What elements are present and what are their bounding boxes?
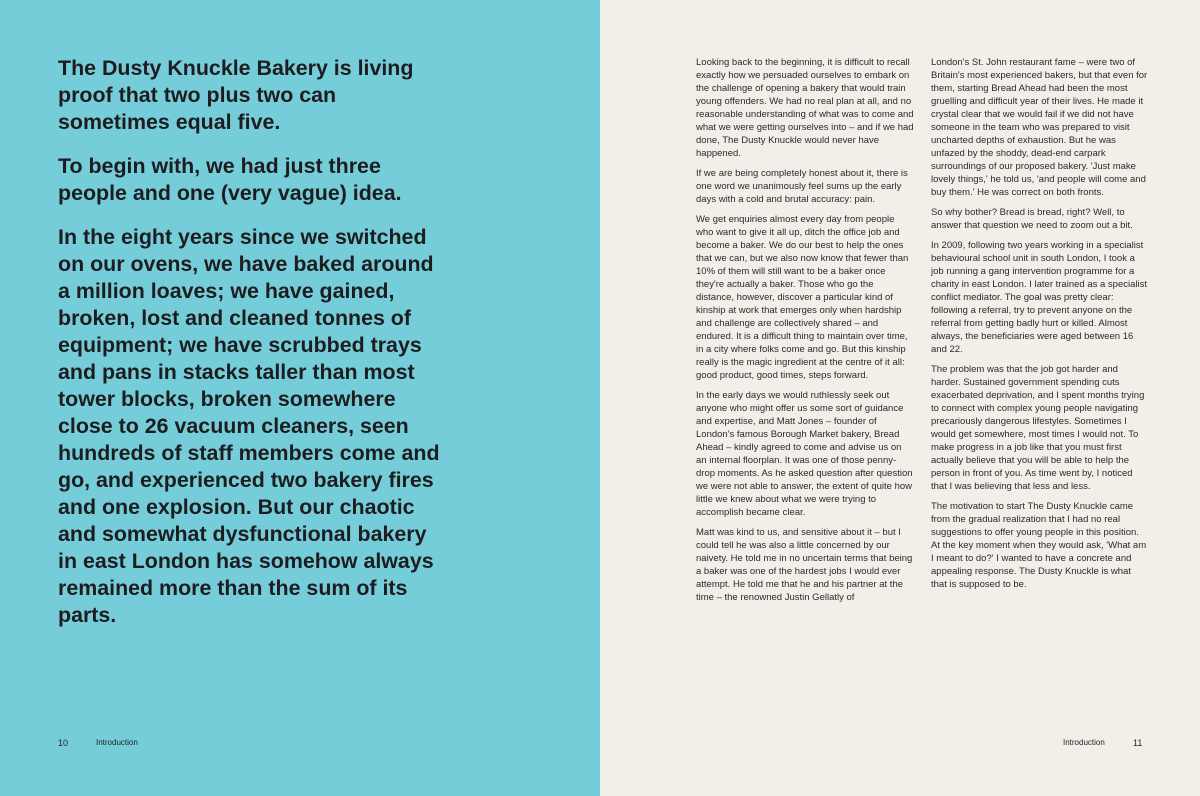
- body-paragraph: If we are being completely honest about it, there is one word we unanimously feel sums up the early days with a cold and brutal accuracy: pain.: [696, 168, 908, 205]
- body-paragraph: The problem was that the job got harder and harder. Sustained government spending cuts exacerbated deprivation, and I spent months trying to connect with complex young people navigating precariously dangerous lifestyles. Sometimes I would get somewhere, most times I would not. To make progress in a job like that you must first actually believe that you will be able to help the person in front of you. As time went by, I noticed that I was believing that less and less.: [931, 364, 1145, 492]
- body-paragraph: London's St. John restaurant fame – were two of Britain's most experienced bakers, but that even for them, starting Bread Ahead had been the most gruelling and difficult year of their lives. He made it crystal clear that we would fail if we did not have someone in the team who was prepared to visit uncharted depths of exhaustion. But he was unfazed by the shoddy, dead-end carpark surroundings of our proposed bakery. 'Just make lovely things,' he told us, 'and people will come and buy them.' He was correct on both fronts.: [931, 57, 1148, 198]
- running-header-right: Introduction: [1063, 738, 1105, 747]
- text-column-2: [931, 56, 1149, 598]
- body-paragraph: The motivation to start The Dusty Knuckle came from the gradual realization that I had no real suggestions to offer young people in this position. At the key moment when they would ask, 'What am I meant to do?' I wanted to have a concrete and appealing response. The Dusty Knuckle is what that is supposed to be.: [931, 501, 1147, 590]
- running-header-left: Introduction: [96, 738, 138, 747]
- page-number-right: 11: [1133, 738, 1143, 748]
- lead-paragraph-2: To begin with, we had just three people and one (very vague) idea.: [58, 154, 402, 205]
- body-paragraph: In the early days we would ruthlessly seek out anyone who might offer us some sort of guidance and expertise, and Matt Jones – founder of London's famous Borough Market bakery, Bread Ahead – kindly agreed to come and advise us on an internal floorplan. It was one of those penny-drop moments. As he asked question after question we were not able to answer, the extent of quite how little we knew about what we were trying to accomplish became clear.: [696, 390, 913, 518]
- body-paragraph: Looking back to the beginning, it is difficult to recall exactly how we persuaded ourselves to embark on the challenge of opening a bakery that would train young offenders. We had no real plan at all, and no reasonable understanding of what was to come and what we were getting ourselves into – and if we had done, The Dusty Knuckle would never have happened.: [696, 57, 914, 159]
- page-number-left: 10: [58, 738, 69, 748]
- body-paragraph: Matt was kind to us, and sensitive about it – but I could tell he was also a little concerned by our naivety. He told me in no uncertain terms that being a baker was one of the hardest jobs I would ever attempt. He told me that he and his partner at the time – the renowned Justin Gellatly of: [696, 527, 913, 603]
- lead-paragraph-1: The Dusty Knuckle Bakery is living proof that two plus two can sometimes equal five.: [58, 56, 414, 134]
- body-paragraph: So why bother? Bread is bread, right? Well, to answer that question we need to zoom out a bit.: [931, 207, 1133, 231]
- text-column-1: [696, 56, 914, 611]
- body-paragraph: In 2009, following two years working in a specialist behavioural school unit in south London, I took a job running a gang intervention programme for a charity in east London. I later trained as a specialist conflict mediator. The goal was pretty clear: following a referral, try to prevent anyone on the referral from getting badly hurt or killed. Almost always, the beneficiaries were aged between 16 and 22.: [931, 240, 1147, 355]
- body-paragraph: We get enquiries almost every day from people who want to give it all up, ditch the office job and become a baker. We do our best to help the ones that we can, but we also now know that fewer than 10% of them will still want to be a baker once they're actually a baker. Those who go the distance, however, discover a particular kind of kinship at work that emerges only when hardship and challenge are collectively shared – and endured. It is a difficult thing to maintain over time, in a city where folks come and go. But this kinship really is the magic ingredient at the centre of it all: good product, good times, steps forward.: [696, 214, 909, 381]
- lead-text: [58, 55, 448, 629]
- right-page: [600, 0, 1200, 796]
- lead-paragraph-3: In the eight years since we switched on our ovens, we have baked around a million loaves; we have gained, broken, lost and cleaned tonnes of equipment; we have scrubbed trays and pans in stacks taller than most tower blocks, broken somewhere close to 26 vacuum cleaners, seen hundreds of staff members come and go, and experienced two bakery fires and one explosion. But our chaotic and somewhat dysfunctional bakery in east London has somehow always remained more than the sum of its parts.: [58, 225, 440, 627]
